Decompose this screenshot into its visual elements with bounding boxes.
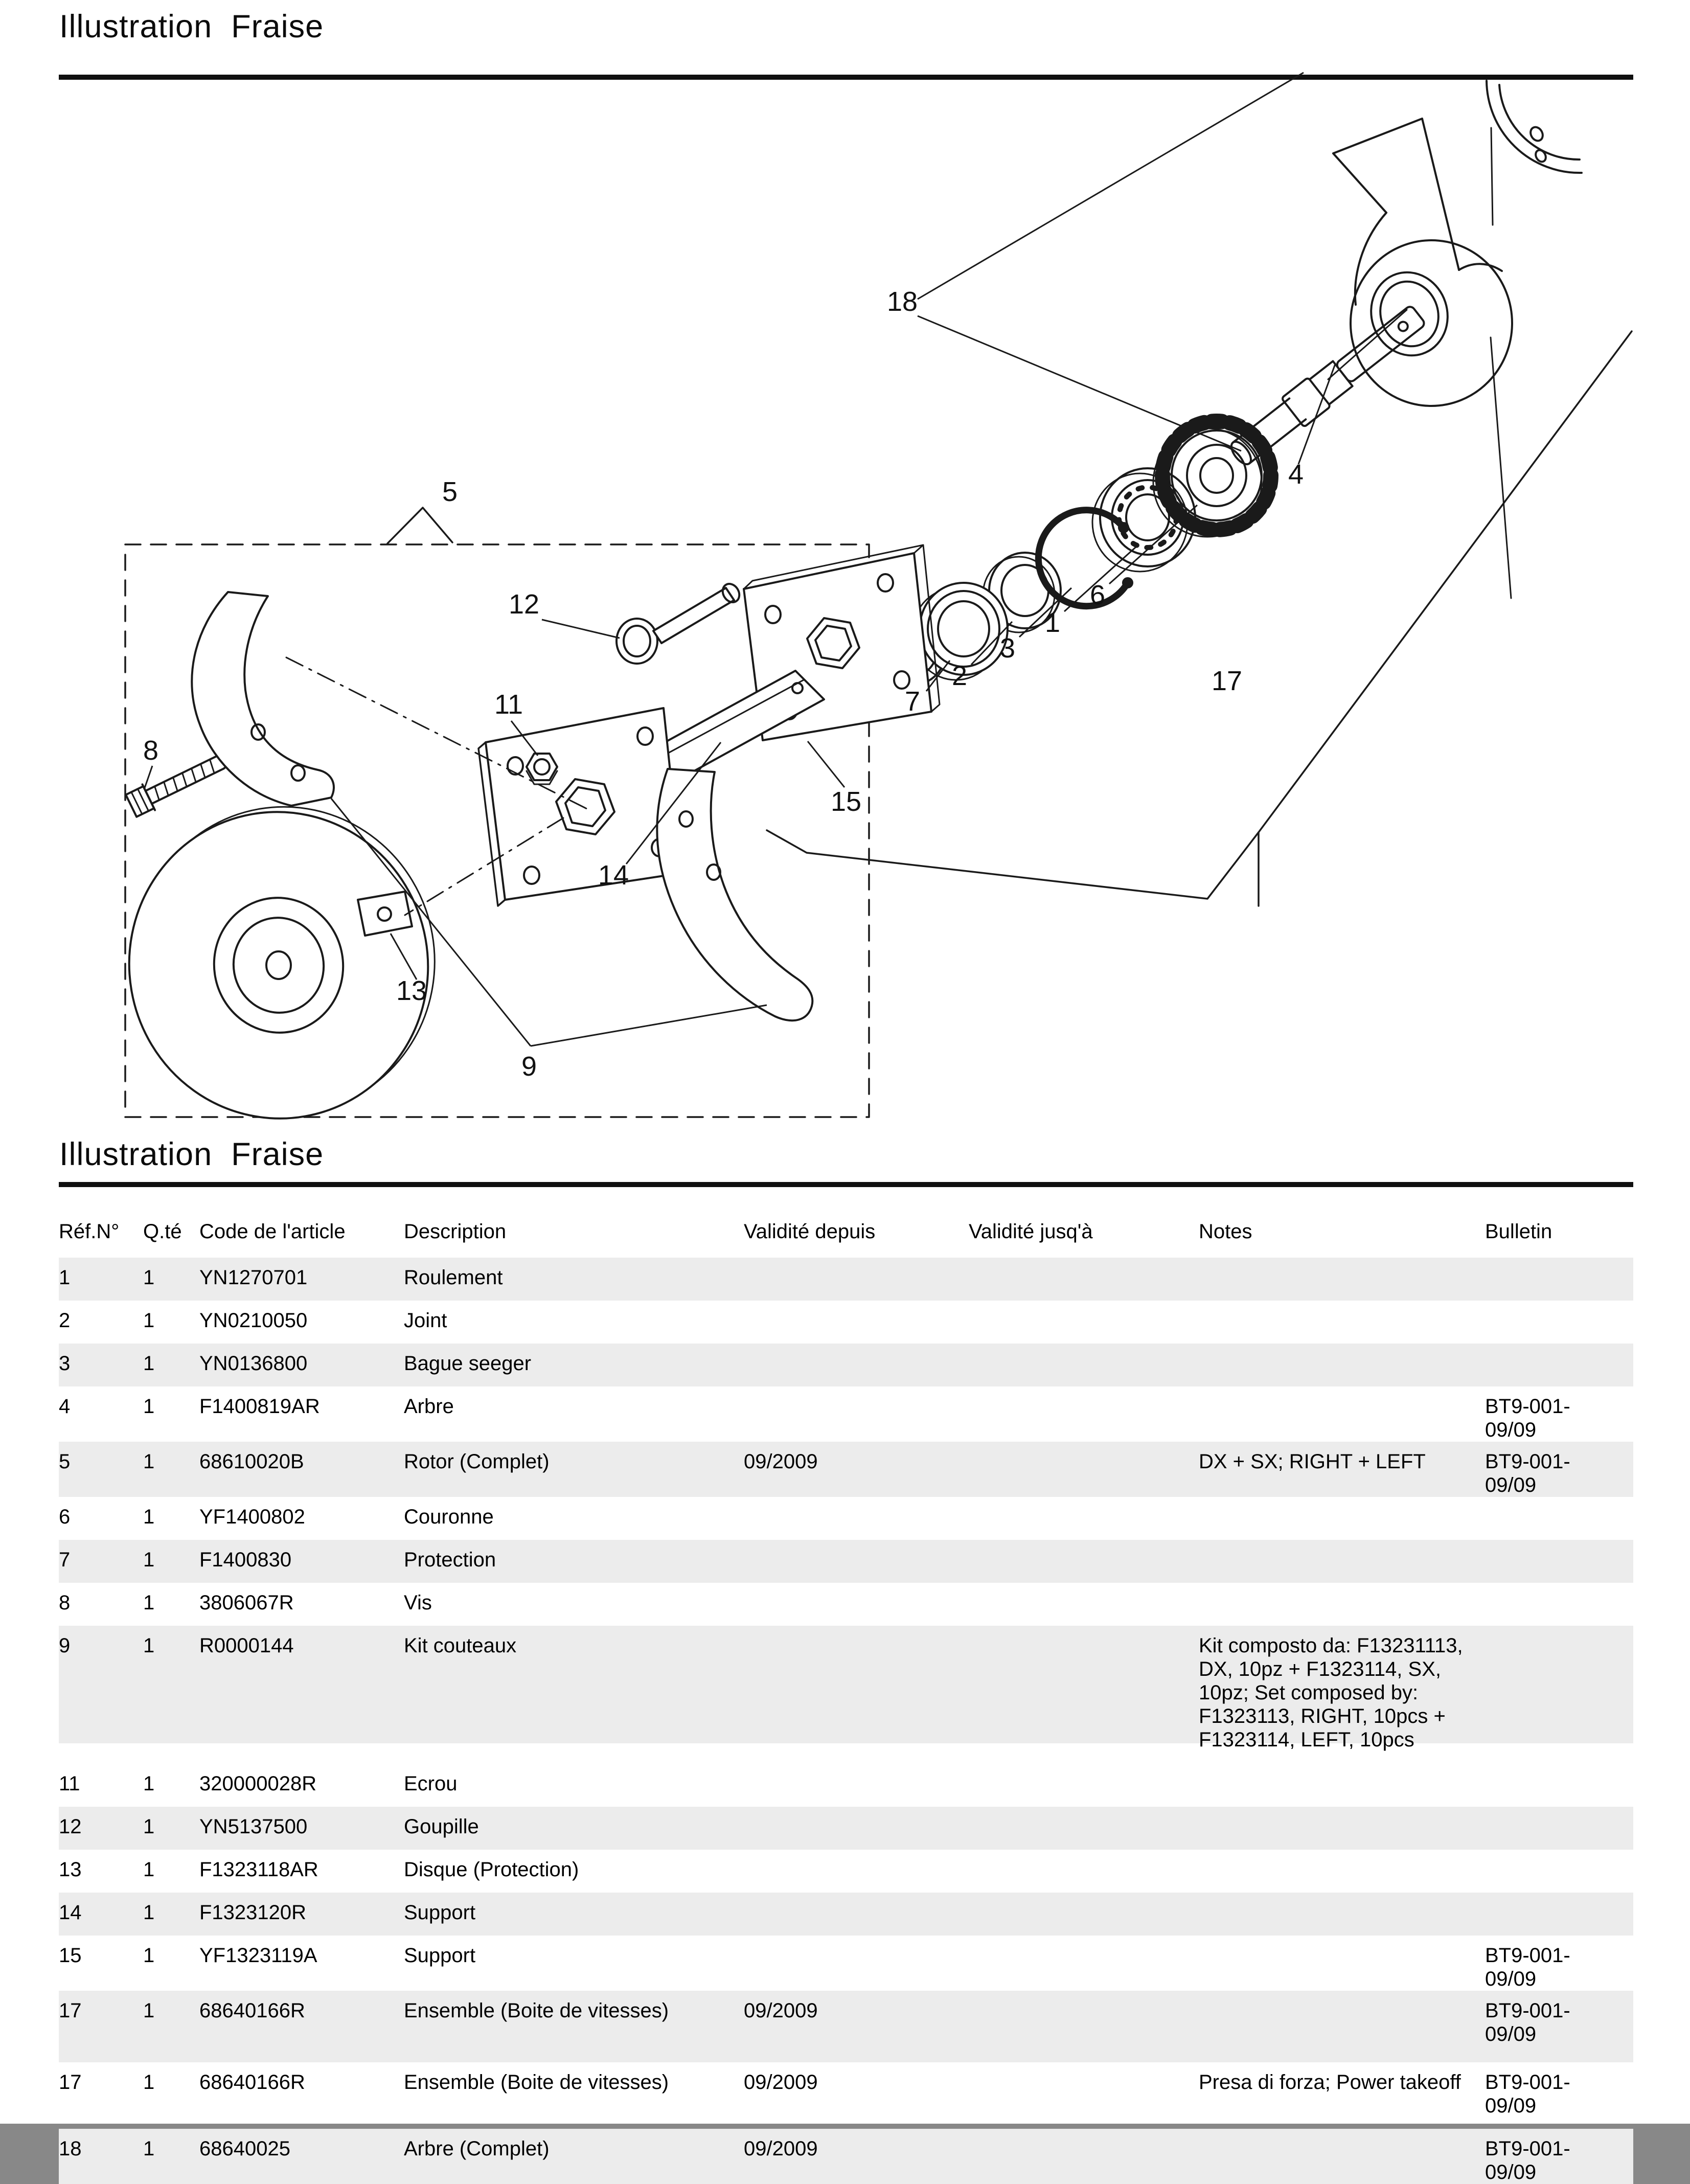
disc-part (105, 783, 459, 1142)
cell-from (744, 1386, 969, 1395)
cell-qty: 1 (143, 1506, 155, 1528)
cell-qty: 1 (143, 1266, 155, 1289)
cell-qty: 1 (143, 1450, 155, 1473)
cell-to (969, 1936, 1199, 1944)
cell-ref: 3 (59, 1352, 71, 1375)
cell-from (744, 1497, 969, 1505)
cell-desc: Disque (Protection) (404, 1858, 579, 1881)
cell-to (969, 2062, 1199, 2071)
cell-notes (1199, 1850, 1485, 1858)
cell-from (744, 1936, 969, 1944)
table-row (59, 2062, 1633, 2129)
table-row (59, 1850, 1633, 1893)
cell-qty: 1 (143, 1772, 155, 1795)
table-row (59, 1386, 1633, 1442)
cell-ref: 4 (59, 1395, 71, 1418)
table-header-row (59, 1212, 1633, 1258)
cell-code: 68640166R (199, 2071, 305, 2094)
table-row (59, 1583, 1633, 1626)
cell-desc: Support (404, 1901, 476, 1924)
cell-to (969, 1807, 1199, 1815)
callout-label: 11 (494, 689, 523, 720)
cell-notes (1199, 1258, 1485, 1266)
table-row (59, 1301, 1633, 1344)
cell-notes: DX + SX; RIGHT + LEFT (1199, 1450, 1426, 1473)
cell-bulletin (1485, 1497, 1633, 1505)
cell-qty: 1 (143, 1999, 155, 2022)
table-row (59, 1497, 1633, 1540)
cell-code: YN5137500 (199, 1815, 308, 1838)
cell-qty: 1 (143, 1634, 155, 1657)
cell-desc: Roulement (404, 1266, 503, 1289)
cell-code: YN0210050 (199, 1309, 308, 1332)
column-header-bulletin: Bulletin (1485, 1220, 1552, 1243)
cell-from (744, 1850, 969, 1858)
cell-ref: 1 (59, 1266, 71, 1289)
cell-from (744, 1893, 969, 1901)
cell-qty: 1 (143, 1352, 155, 1375)
cell-ref: 12 (59, 1815, 82, 1838)
cell-to (969, 1258, 1199, 1266)
cell-desc: Support (404, 1944, 476, 1967)
cell-desc: Vis (404, 1591, 432, 1614)
cell-bulletin (1485, 1764, 1633, 1772)
cell-notes (1199, 2129, 1485, 2137)
callout-label: 15 (830, 786, 862, 817)
cell-qty: 1 (143, 1395, 155, 1418)
cell-ref: 17 (59, 1999, 82, 2022)
gearbox-panel-edge (1259, 331, 1632, 906)
cell-code: YF1323119A (199, 1944, 317, 1967)
cell-notes (1199, 1301, 1485, 1309)
cell-desc: Rotor (Complet) (404, 1450, 550, 1473)
table-row (59, 1807, 1633, 1850)
screw-part (125, 747, 231, 819)
cell-desc: Ecrou (404, 1772, 458, 1795)
horizontal-rule (59, 1182, 1633, 1187)
support-plate-center (478, 671, 824, 906)
table-row (59, 1626, 1633, 1764)
cell-notes (1199, 1893, 1485, 1901)
cell-desc: Ensemble (Boite de vitesses) (404, 1999, 669, 2022)
cell-ref: 9 (59, 1634, 71, 1657)
cell-to (969, 1893, 1199, 1901)
cell-desc: Goupille (404, 1815, 479, 1838)
cell-code: F1323120R (199, 1901, 307, 1924)
cell-bulletin: BT9-001-09/09 (1485, 1450, 1570, 1496)
callout-label: 8 (143, 735, 159, 766)
cell-bulletin: BT9-001-09/09 (1485, 1999, 1570, 2045)
cell-notes (1199, 1540, 1485, 1548)
cell-notes (1199, 1807, 1485, 1815)
callout-label: 9 (521, 1051, 537, 1082)
callout-leader-line (542, 620, 620, 638)
callout-leader-line (531, 1005, 767, 1046)
cell-desc: Kit couteaux (404, 1634, 517, 1657)
cell-to (969, 1540, 1199, 1548)
callout-label: 4 (1288, 459, 1304, 490)
callout-label: 12 (508, 589, 540, 620)
cell-ref: 13 (59, 1858, 82, 1881)
callout-label: 18 (886, 286, 918, 317)
table-row (59, 1344, 1633, 1386)
cell-qty: 1 (143, 1549, 155, 1571)
cell-ref: 17 (59, 2071, 82, 2094)
pin-part (616, 581, 743, 664)
cell-from (744, 1344, 969, 1352)
cell-bulletin (1485, 1850, 1633, 1858)
cell-code: YN1270701 (199, 1266, 308, 1289)
cell-qty: 1 (143, 1309, 155, 1332)
cell-code: 68640025 (199, 2137, 290, 2160)
cell-notes (1199, 1936, 1485, 1944)
cell-ref: 11 (59, 1772, 80, 1795)
callout-label: 14 (598, 860, 629, 891)
cell-ref: 5 (59, 1450, 71, 1473)
column-header-ref: Réf.N° (59, 1220, 120, 1243)
cell-desc: Couronne (404, 1506, 494, 1528)
callout-5-bracket (387, 508, 452, 543)
cell-notes (1199, 1497, 1485, 1505)
cell-desc: Bague seeger (404, 1352, 532, 1375)
cell-from (744, 1540, 969, 1548)
callout-label: 7 (904, 686, 921, 717)
cell-from (744, 1626, 969, 1634)
cell-ref: 15 (59, 1944, 82, 1967)
cell-qty: 1 (143, 1815, 155, 1838)
cell-bulletin (1485, 1893, 1633, 1901)
cell-notes: Presa di forza; Power takeoff (1199, 2071, 1461, 2094)
cell-from: 09/2009 (744, 2137, 818, 2160)
cell-desc: Ensemble (Boite de vitesses) (404, 2071, 669, 2094)
cell-to (969, 1497, 1199, 1505)
cell-notes (1199, 1386, 1485, 1395)
table-row (59, 1991, 1633, 2062)
table-row (59, 1540, 1633, 1583)
cell-to (969, 1583, 1199, 1591)
table-title: Illustration Fraise (59, 1136, 324, 1172)
cell-bulletin (1485, 1583, 1633, 1591)
cell-to (969, 1344, 1199, 1352)
cell-from (744, 1583, 969, 1591)
cell-from: 09/2009 (744, 1450, 818, 1473)
cell-desc: Arbre (404, 1395, 454, 1418)
cell-code: 68640166R (199, 1999, 305, 2022)
cell-from (744, 1807, 969, 1815)
flange-partial (1487, 81, 1582, 173)
cell-to (969, 1386, 1199, 1395)
cell-qty: 1 (143, 2137, 155, 2160)
column-header-notes: Notes (1199, 1220, 1252, 1243)
gearbox-panel-notch (767, 830, 1259, 899)
blade-right (657, 769, 812, 1020)
cell-to (969, 1991, 1199, 1999)
cell-bulletin: BT9-001-09/09 (1485, 1395, 1570, 1441)
cell-from (744, 1301, 969, 1309)
callout-leader-line (808, 741, 844, 787)
cell-bulletin (1485, 1626, 1633, 1634)
cell-ref: 6 (59, 1506, 71, 1528)
callout-label: 3 (999, 633, 1016, 664)
table-row (59, 1893, 1633, 1936)
cell-bulletin (1485, 1807, 1633, 1815)
cell-qty: 1 (143, 1591, 155, 1614)
callout-label: 13 (396, 975, 427, 1006)
cell-bulletin (1485, 1301, 1633, 1309)
cell-to (969, 1442, 1199, 1450)
cell-desc: Arbre (Complet) (404, 2137, 550, 2160)
cell-qty: 1 (143, 1858, 155, 1881)
housing-bore (1360, 262, 1458, 366)
cell-bulletin (1485, 1540, 1633, 1548)
cell-qty: 1 (143, 2071, 155, 2094)
cell-to (969, 1301, 1199, 1309)
parts-table (59, 1212, 1633, 2184)
table-row (59, 1258, 1633, 1301)
cell-ref: 7 (59, 1549, 71, 1571)
cell-code: R0000144 (199, 1634, 294, 1657)
cell-ref: 8 (59, 1591, 71, 1614)
column-header-code: Code de l'article (199, 1220, 346, 1243)
cell-code: F1323118AR (199, 1858, 318, 1881)
cell-to (969, 1764, 1199, 1772)
column-header-qty: Q.té (143, 1220, 182, 1243)
cell-to (969, 1626, 1199, 1634)
table-row (59, 2129, 1633, 2184)
cell-ref: 14 (59, 1901, 82, 1924)
page-title: Illustration Fraise (59, 9, 324, 44)
callout-label: 1 (1044, 607, 1061, 638)
cell-desc: Protection (404, 1549, 496, 1571)
cell-code: 3806067R (199, 1591, 294, 1614)
callout-leader-line (918, 316, 1241, 451)
cell-code: 68610020B (199, 1450, 304, 1473)
callout-leader-line (144, 766, 152, 789)
table-row (59, 1764, 1633, 1807)
column-header-from: Validité depuis (744, 1220, 876, 1243)
cell-notes (1199, 1764, 1485, 1772)
cell-notes (1199, 1583, 1485, 1591)
table-row (59, 1936, 1633, 1991)
table-row (59, 1442, 1633, 1497)
cell-notes (1199, 1344, 1485, 1352)
cell-bulletin: BT9-001-09/09 (1485, 1944, 1570, 1990)
cell-ref: 2 (59, 1309, 71, 1332)
cell-bulletin: BT9-001-09/09 (1485, 2137, 1570, 2183)
cell-desc: Joint (404, 1309, 447, 1332)
cell-code: 320000028R (199, 1772, 317, 1795)
cell-from (744, 1764, 969, 1772)
cell-notes: Kit composto da: F13231113, DX, 10pz + F1323114, SX, 10pz; Set composed by: F1323113, RIGHT, 10pcs + F1323114, LEFT, 10pcs (1199, 1634, 1463, 1751)
callout-label: 17 (1211, 666, 1243, 696)
cell-ref: 18 (59, 2137, 82, 2160)
nut-part (527, 754, 557, 784)
cell-notes (1199, 1991, 1485, 1999)
cell-from: 09/2009 (744, 1999, 818, 2022)
cell-code: YN0136800 (199, 1352, 308, 1375)
callout-leader-line (918, 73, 1304, 299)
cell-bulletin (1485, 1258, 1633, 1266)
cell-bulletin: BT9-001-09/09 (1485, 2071, 1570, 2117)
column-header-desc: Description (404, 1220, 507, 1243)
cell-qty: 1 (143, 1901, 155, 1924)
callout-label: 5 (442, 476, 458, 507)
callout-leader-line (1298, 364, 1335, 464)
cell-code: F1400819AR (199, 1395, 320, 1418)
callout-label: 2 (951, 661, 968, 691)
callout-label: 6 (1089, 580, 1106, 610)
cell-qty: 1 (143, 1944, 155, 1967)
cell-to (969, 1850, 1199, 1858)
cell-code: F1400830 (199, 1549, 292, 1571)
cell-to (969, 2129, 1199, 2137)
cell-from: 09/2009 (744, 2071, 818, 2094)
column-header-to: Validité jusq'à (969, 1220, 1093, 1243)
cell-code: YF1400802 (199, 1506, 305, 1528)
cell-from (744, 1258, 969, 1266)
gearbox-housing (1328, 119, 1512, 406)
cell-bulletin (1485, 1344, 1633, 1352)
